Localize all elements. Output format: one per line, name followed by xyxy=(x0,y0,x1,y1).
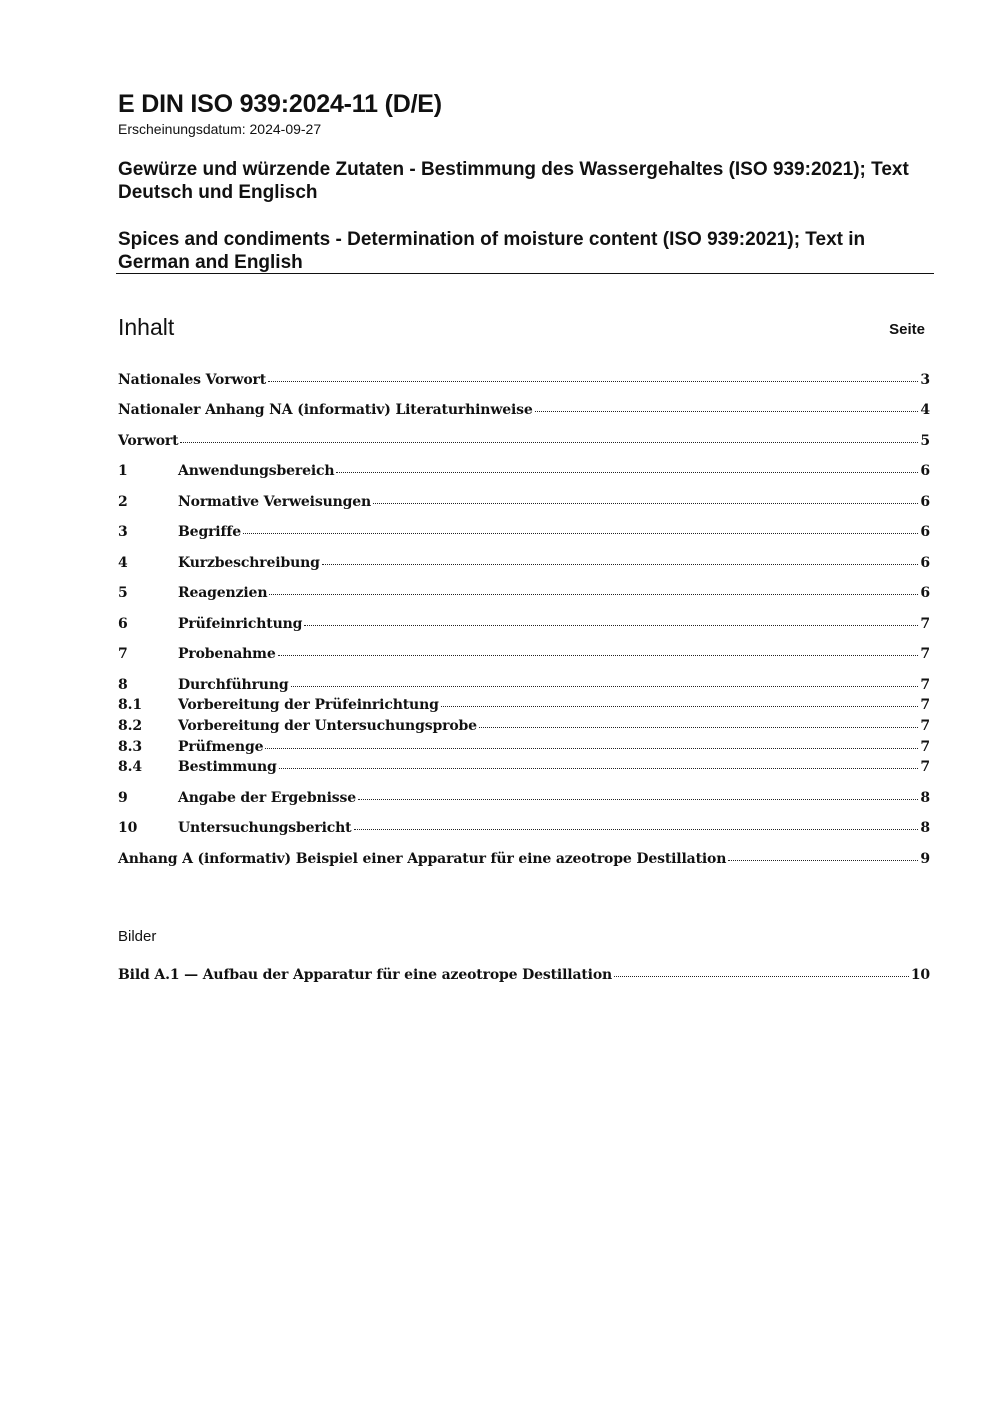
toc-leader-dots xyxy=(441,706,919,707)
toc-entry-page: 7 xyxy=(920,677,930,693)
toc-entry-number: 2 xyxy=(118,494,128,510)
toc-leader-dots xyxy=(278,655,919,656)
toc-entry-number: 8 xyxy=(118,677,128,693)
toc-leader-dots xyxy=(304,625,918,626)
toc-leader-dots xyxy=(354,829,919,830)
toc-entry-page: 6 xyxy=(920,463,930,479)
toc-entry-number: 8.1 xyxy=(118,697,142,713)
toc-entry-title: Vorbereitung der Untersuchungsprobe xyxy=(178,718,477,734)
figures-heading: Bilder xyxy=(118,928,157,945)
toc-entry-title: Begriffe xyxy=(178,524,241,540)
toc-entry-title: Prüfmenge xyxy=(178,739,264,755)
toc-entry-page: 5 xyxy=(920,433,930,449)
toc-entry-number: 7 xyxy=(118,646,128,662)
toc-entry-section-2[interactable] xyxy=(118,494,930,510)
toc-leader-dots xyxy=(279,768,919,769)
toc-leader-dots xyxy=(373,503,918,504)
toc-entry-page: 7 xyxy=(920,646,930,662)
toc-entry-nationales-vorwort[interactable] xyxy=(118,372,930,388)
toc-leader-dots xyxy=(614,976,909,977)
toc-entry-number: 8.2 xyxy=(118,718,142,734)
toc-entry-number: 5 xyxy=(118,585,128,601)
toc-entry-section-10[interactable] xyxy=(118,820,930,836)
toc-entry-page: 7 xyxy=(920,616,930,632)
toc-entry-title: Anhang A (informativ) Beispiel einer Apparatur für eine azeotrope Destillation xyxy=(118,851,727,867)
toc-entry-section-9[interactable] xyxy=(118,790,930,806)
toc-entry-page: 3 xyxy=(920,372,930,388)
toc-entry-page: 6 xyxy=(920,585,930,601)
toc-heading: Inhalt xyxy=(118,314,175,340)
toc-entry-title: Vorbereitung der Prüfeinrichtung xyxy=(178,697,439,713)
toc-entry-page: 7 xyxy=(920,739,930,755)
toc-entry-page: 7 xyxy=(920,718,930,734)
toc-entry-title: Bestimmung xyxy=(178,759,277,775)
toc-entry-title: Anwendungsbereich xyxy=(178,463,335,479)
toc-leader-dots xyxy=(479,727,919,728)
toc-entry-title: Vorwort xyxy=(118,433,179,449)
toc-entry-number: 8.3 xyxy=(118,739,142,755)
toc-entry-title: Untersuchungsbericht xyxy=(178,820,352,836)
toc-entry-page: 8 xyxy=(920,790,930,806)
toc-entry-number: 8.4 xyxy=(118,759,142,775)
toc-entry-section-8-3[interactable] xyxy=(118,739,930,755)
publication-date: Erscheinungsdatum: 2024-09-27 xyxy=(118,121,322,137)
toc-entry-section-7[interactable] xyxy=(118,646,930,662)
toc-leader-dots xyxy=(243,533,918,534)
toc-entry-page: 8 xyxy=(920,820,930,836)
toc-entry-anhang-a[interactable] xyxy=(118,851,930,867)
toc-entry-nationaler-anhang[interactable] xyxy=(118,402,930,418)
toc-entry-title: Kurzbeschreibung xyxy=(178,555,320,571)
toc-entry-number: 10 xyxy=(118,820,138,836)
toc-entry-section-8[interactable] xyxy=(118,677,930,693)
toc-entry-page: 9 xyxy=(920,851,930,867)
toc-entry-title: Probenahme xyxy=(178,646,276,662)
toc-leader-dots xyxy=(265,748,918,749)
toc-entry-page: 6 xyxy=(920,555,930,571)
title-english: Spices and condiments - Determination of moisture content (ISO 939:2021); Text in German and English xyxy=(118,229,866,273)
toc-entry-section-8-2[interactable] xyxy=(118,718,930,734)
toc-leader-dots xyxy=(535,411,919,412)
figure-entry-page: 10 xyxy=(910,967,930,983)
toc-leader-dots xyxy=(180,442,918,443)
toc-entry-title: Prüfeinrichtung xyxy=(178,616,303,632)
toc-entry-page: 6 xyxy=(920,524,930,540)
header-divider xyxy=(116,273,934,274)
toc-entry-page: 6 xyxy=(920,494,930,510)
toc-entry-section-6[interactable] xyxy=(118,616,930,632)
toc-entry-title: Nationaler Anhang NA (informativ) Literaturhinweise xyxy=(118,402,533,418)
toc-leader-dots xyxy=(322,564,919,565)
figure-entry-title: Bild A.1 — Aufbau der Apparatur für eine azeotrope Destillation xyxy=(118,967,613,983)
toc-entry-page: 7 xyxy=(920,697,930,713)
toc-entry-number: 9 xyxy=(118,790,128,806)
page-column-label: Seite xyxy=(889,321,925,338)
toc-entry-title: Reagenzien xyxy=(178,585,268,601)
toc-entry-section-1[interactable] xyxy=(118,463,930,479)
toc-entry-vorwort[interactable] xyxy=(118,433,930,449)
toc-entry-page: 7 xyxy=(920,759,930,775)
toc-leader-dots xyxy=(728,860,918,861)
toc-entry-section-4[interactable] xyxy=(118,555,930,571)
toc-entry-section-8-1[interactable] xyxy=(118,697,930,713)
toc-entry-number: 3 xyxy=(118,524,128,540)
toc-entry-section-3[interactable] xyxy=(118,524,930,540)
toc-entry-title: Nationales Vorwort xyxy=(118,372,267,388)
toc-entry-title: Durchführung xyxy=(178,677,289,693)
toc-leader-dots xyxy=(269,594,918,595)
toc-entry-title: Angabe der Ergebnisse xyxy=(178,790,356,806)
toc-entry-number: 1 xyxy=(118,463,128,479)
toc-entry-section-5[interactable] xyxy=(118,585,930,601)
toc-entry-title: Normative Verweisungen xyxy=(178,494,372,510)
document-id: E DIN ISO 939:2024-11 (D/E) xyxy=(118,90,442,118)
toc-entry-number: 4 xyxy=(118,555,128,571)
toc-entry-section-8-4[interactable] xyxy=(118,759,930,775)
toc-leader-dots xyxy=(358,799,918,800)
toc-leader-dots xyxy=(291,686,919,687)
title-german: Gewürze und würzende Zutaten - Bestimmung des Wassergehaltes (ISO 939:2021); Text Deutsch und Englisch xyxy=(118,159,909,203)
figure-entry-a1[interactable] xyxy=(118,967,930,983)
toc-leader-dots xyxy=(336,472,918,473)
toc-entry-number: 6 xyxy=(118,616,128,632)
toc-entry-page: 4 xyxy=(920,402,930,418)
toc-leader-dots xyxy=(268,381,918,382)
